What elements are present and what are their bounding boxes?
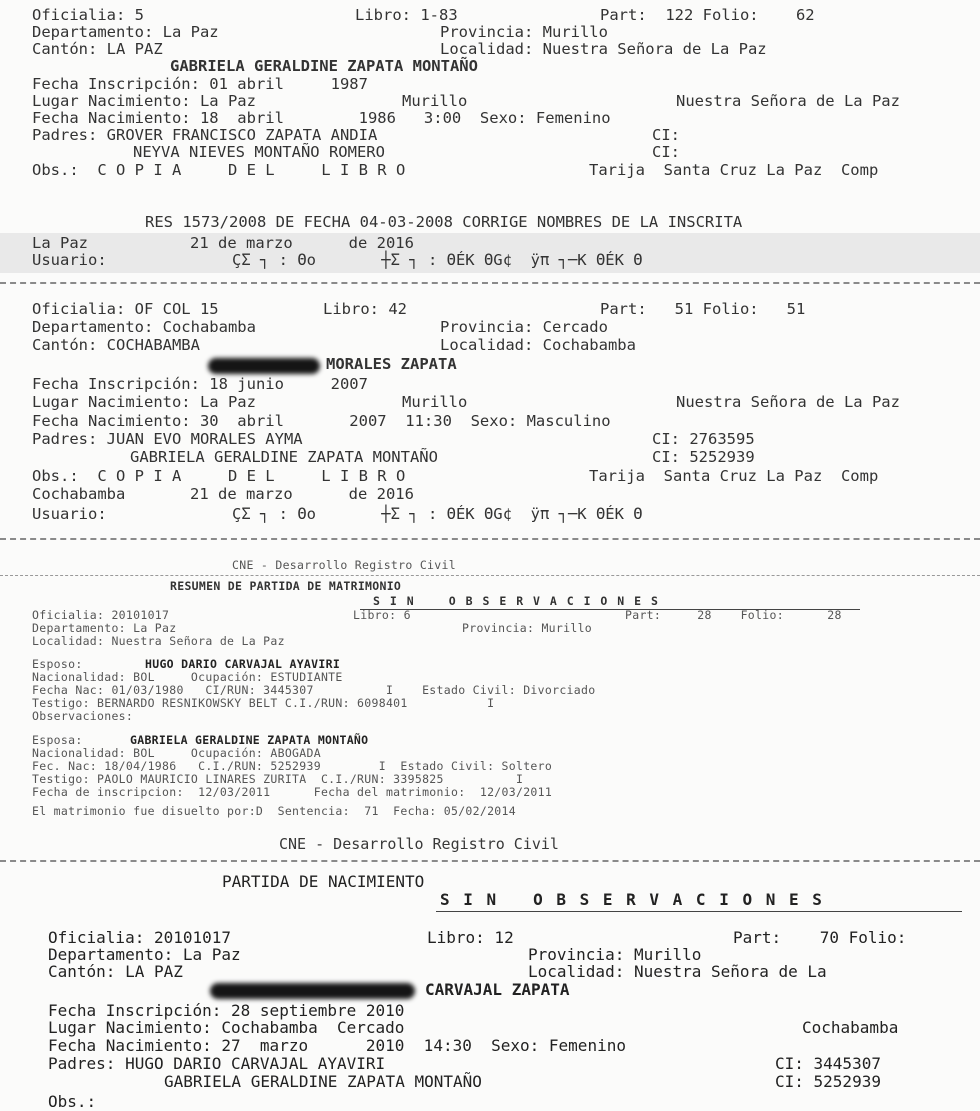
lugar-localidad: Nuestra Señora de La Paz xyxy=(676,393,900,411)
padres-madre: NEYVA NIEVES MONTAÑO ROMERO xyxy=(133,143,385,161)
canton: Cantón: LA PAZ xyxy=(32,40,163,58)
fecha-inscripcion: Fecha Inscripción: 28 septiembre 2010 xyxy=(48,1001,405,1020)
resolucion-nota: RES 1573/2008 DE FECHA 04-03-2008 CORRIGE NOMBRES DE LA INSCRITA xyxy=(145,213,743,231)
provincia: Provincia: Murillo xyxy=(528,945,702,964)
registry-header: CNE - Desarrollo Registro Civil xyxy=(279,835,559,853)
localidad: Localidad: Nuestra Señora de La Paz xyxy=(440,40,767,58)
oficialia: Oficialia: OF COL 15 xyxy=(32,300,219,318)
ci-padre: CI: 2763595 xyxy=(652,430,755,448)
ci-padre: CI: 3445307 xyxy=(775,1054,881,1073)
oficialia: Oficialia: 20101017 xyxy=(48,928,232,947)
esposo-fecha-nac: Fecha Nac: 01/03/1980 CI/RUN: 3445307 I Estado Civil: Divorciado xyxy=(32,683,596,697)
fecha-emision: 21 de marzo de 2016 xyxy=(190,485,414,503)
lugar-nacimiento: Lugar Nacimiento: La Paz xyxy=(32,92,256,110)
observaciones-lugares: Tarija Santa Cruz La Paz Comp xyxy=(589,161,879,179)
canton: Cantón: COCHABAMBA xyxy=(32,336,200,354)
ciudad: La Paz xyxy=(32,234,88,252)
observaciones: Obs.: C O P I A D E L L I B R O xyxy=(32,467,406,485)
ci-padre: CI: xyxy=(652,126,680,144)
esposa-name: GABRIELA GERALDINE ZAPATA MONTAÑO xyxy=(130,733,369,747)
padres-madre: GABRIELA GERALDINE ZAPATA MONTAÑO xyxy=(164,1072,482,1091)
departamento: Departamento: La Paz xyxy=(32,23,219,41)
esposa-nacionalidad: Nacionalidad: BOL Ocupación: ABOGADA xyxy=(32,746,321,760)
fecha-nacimiento: Fecha Nacimiento: 18 abril 1986 3:00 Sexo: Femenino xyxy=(32,109,611,127)
esposa-fecha-nac: Fec. Nac: 18/04/1986 C.I./RUN: 5252939 I Estado Civil: Soltero xyxy=(32,759,553,773)
canton: Cantón: LA PAZ xyxy=(48,962,183,981)
observaciones-label: Observaciones: xyxy=(32,709,134,723)
libro: Libro: 42 xyxy=(323,300,407,318)
sin-observaciones: S I N O B S E R V A C I O N E S xyxy=(440,890,824,909)
ci-madre: CI: xyxy=(652,143,680,161)
ci-madre: CI: 5252939 xyxy=(652,448,755,466)
usuario-codigos: ÇΣ ┐ : Θo ┼Σ ┐ : ΘÉK ΘG¢ ÿπ ┐─K ΘÉK Θ xyxy=(232,251,643,269)
lugar-nacimiento: Lugar Nacimiento: La Paz xyxy=(32,393,256,411)
separator-line xyxy=(0,575,980,576)
fecha-inscripcion: Fecha Inscripción: 18 junio 2007 xyxy=(32,375,368,393)
provincia: Provincia: Murillo xyxy=(440,23,608,41)
localidad: Localidad: Nuestra Señora de La xyxy=(528,962,827,981)
separator-line xyxy=(0,282,980,284)
oficialia: Oficialia: 5 xyxy=(32,6,144,24)
observaciones: Obs.: xyxy=(48,1092,97,1111)
person-name: GABRIELA GERALDINE ZAPATA MONTAÑO xyxy=(170,57,478,75)
lugar-nacimiento: Lugar Nacimiento: Cochabamba Cercado xyxy=(48,1018,405,1037)
oficialia: Oficialia: 20101017 xyxy=(32,608,170,622)
document-title: PARTIDA DE NACIMIENTO xyxy=(222,872,425,891)
lugar-provincia: Murillo xyxy=(402,92,468,110)
departamento: Departamento: La Paz xyxy=(48,945,241,964)
separator-line xyxy=(0,538,980,540)
document-title: RESUMEN DE PARTIDA DE MATRIMONIO xyxy=(170,579,402,593)
esposo-name: HUGO DARIO CARVAJAL AYAVIRI xyxy=(145,657,341,671)
ciudad: Cochabamba xyxy=(32,485,126,503)
ci-madre: CI: 5252939 xyxy=(775,1072,881,1091)
esposa-label: Esposa: xyxy=(32,733,83,747)
part-folio: Part: 122 Folio: 62 xyxy=(600,6,815,24)
departamento: Departamento: Cochabamba xyxy=(32,318,256,336)
fecha-nacimiento: Fecha Nacimiento: 27 marzo 2010 14:30 Sexo: Femenino xyxy=(48,1036,626,1055)
fecha-emision: 21 de marzo de 2016 xyxy=(190,234,414,252)
localidad: Localidad: Cochabamba xyxy=(440,336,636,354)
part-folio: Part: 28 Folio: 28 xyxy=(625,608,842,622)
usuario-codigos: ÇΣ ┐ : Θo ┼Σ ┐ : ΘÉK ΘG¢ ÿπ ┐─K ΘÉK Θ xyxy=(232,505,643,523)
esposo-label: Esposo: xyxy=(32,657,83,671)
observaciones: Obs.: C O P I A D E L L I B R O xyxy=(32,161,406,179)
part-folio: Part: 70 Folio: xyxy=(733,928,907,947)
libro: Libro: 12 xyxy=(427,928,514,947)
redacted-name xyxy=(208,358,320,374)
padres-padre: Padres: JUAN EVO MORALES AYMA xyxy=(32,430,303,448)
redacted-name xyxy=(210,983,415,999)
padres-madre: GABRIELA GERALDINE ZAPATA MONTAÑO xyxy=(130,448,438,466)
person-name: MORALES ZAPATA xyxy=(326,355,457,373)
person-name: CARVAJAL ZAPATA xyxy=(425,980,570,999)
libro: Libro: 1-83 xyxy=(355,6,458,24)
fecha-nacimiento: Fecha Nacimiento: 30 abril 2007 11:30 Sexo: Masculino xyxy=(32,412,611,430)
padres-padre: Padres: GROVER FRANCISCO ZAPATA ANDIA xyxy=(32,126,378,144)
underline xyxy=(436,911,962,912)
esposa-testigo: Testigo: PAOLO MAURICIO LINARES ZURITA C.I./RUN: 3395825 I xyxy=(32,772,524,786)
part-folio: Part: 51 Folio: 51 xyxy=(600,300,806,318)
usuario-label: Usuario: xyxy=(32,251,107,269)
libro: Libro: 6 xyxy=(353,608,411,622)
departamento: Departamento: La Paz xyxy=(32,621,177,635)
usuario-label: Usuario: xyxy=(32,505,107,523)
lugar-localidad: Nuestra Señora de La Paz xyxy=(676,92,900,110)
fecha-inscripcion: Fecha Inscripción: 01 abril 1987 xyxy=(32,75,368,93)
provincia: Provincia: Murillo xyxy=(462,621,593,635)
fecha-inscripcion-matrimonio: Fecha de inscripcion: 12/03/2011 Fecha del matrimonio: 12/03/2011 xyxy=(32,785,553,799)
lugar-provincia: Murillo xyxy=(402,393,468,411)
registry-header: CNE - Desarrollo Registro Civil xyxy=(232,558,456,572)
provincia: Provincia: Cercado xyxy=(440,318,608,336)
observaciones-lugares: Tarija Santa Cruz La Paz Comp xyxy=(589,467,879,485)
esposo-nacionalidad: Nacionalidad: BOL Ocupación: ESTUDIANTE xyxy=(32,670,343,684)
esposo-testigo: Testigo: BERNARDO RESNIKOWSKY BELT C.I./RUN: 6098401 I xyxy=(32,696,495,710)
matrimonio-disuelto: El matrimonio fue disuelto por:D Sentencia: 71 Fecha: 05/02/2014 xyxy=(32,804,516,818)
separator-line xyxy=(0,860,980,862)
localidad: Localidad: Nuestra Señora de La Paz xyxy=(32,634,285,648)
lugar-localidad: Cochabamba xyxy=(802,1018,899,1037)
sin-observaciones: S I N O B S E R V A C I O N E S xyxy=(373,594,660,608)
padres-padre: Padres: HUGO DARIO CARVAJAL AYAVIRI xyxy=(48,1054,386,1073)
